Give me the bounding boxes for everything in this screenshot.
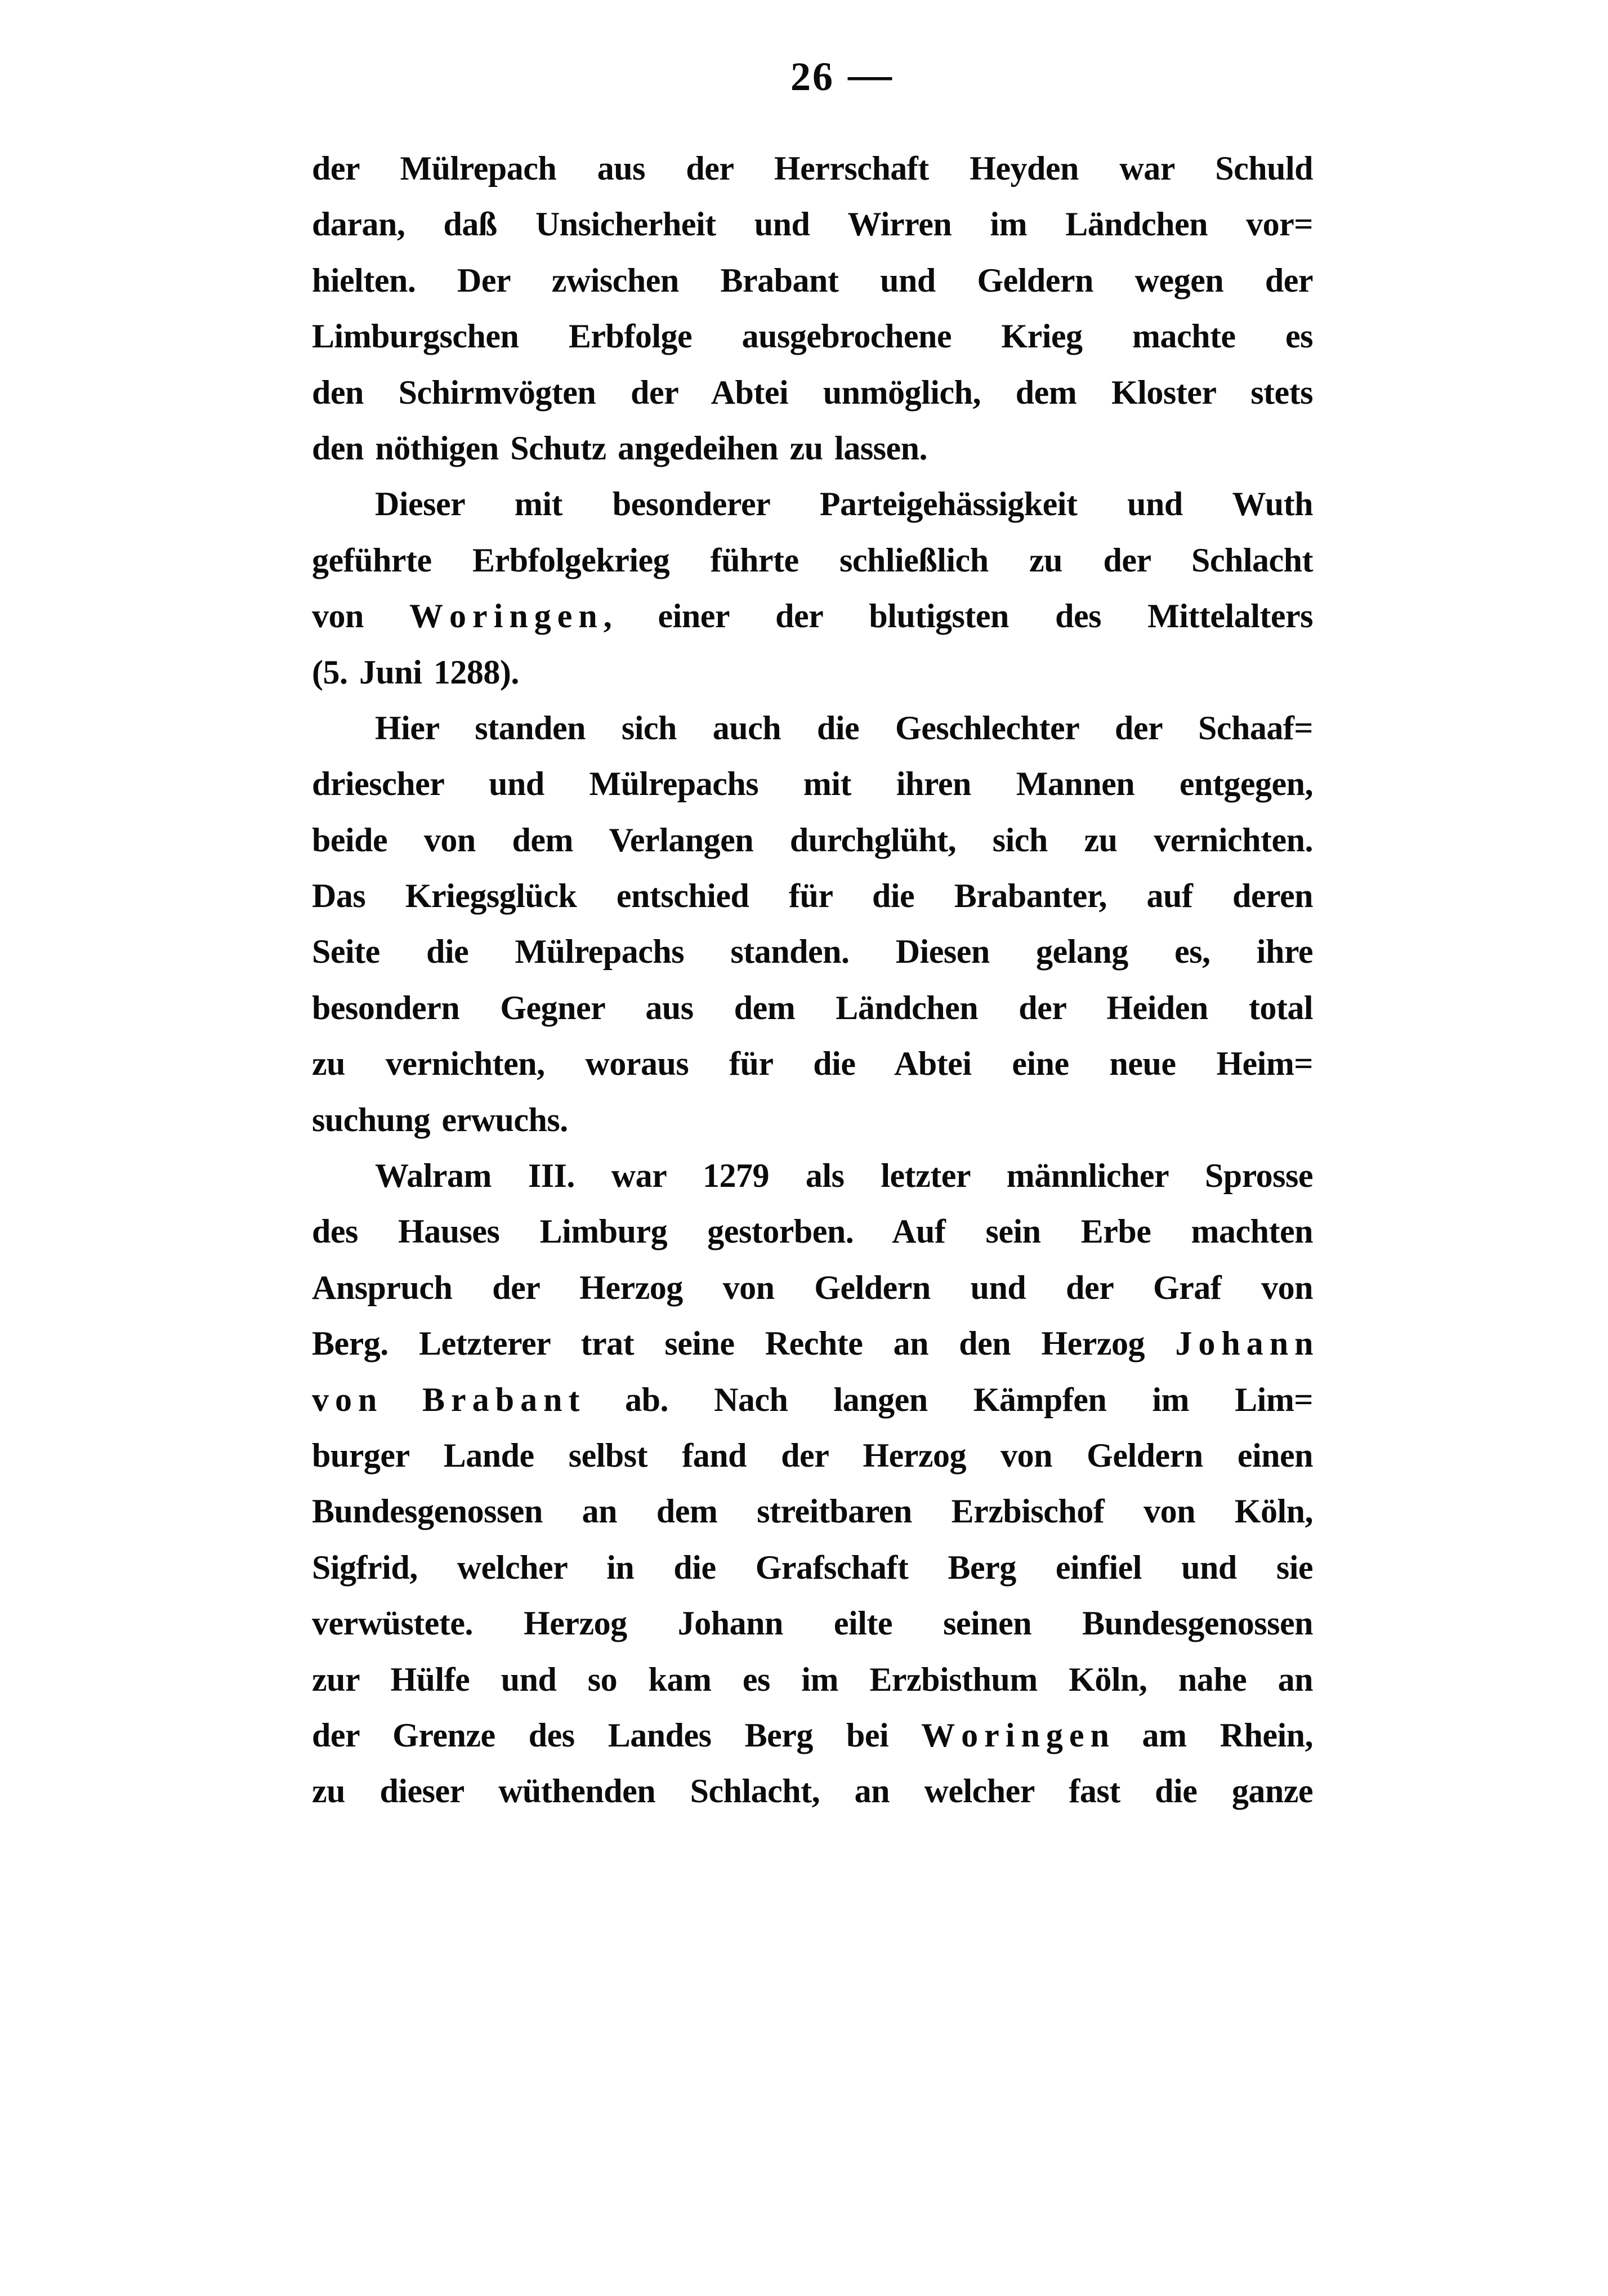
text-line: suchung erwuchs. [312, 1101, 568, 1138]
page-number-dash: — [848, 50, 892, 99]
text-line: Seite die Mülrepachs standen. Diesen gelang es, ihre [312, 933, 1313, 971]
text-line: Bundesgenossen an dem streitbaren Erzbischof von Köln, [312, 1493, 1313, 1530]
text-line: Hier standen sich auch die Geschlechter der Schaaf= [375, 709, 1313, 747]
running-head [312, 50, 1313, 113]
text-line: Dieser mit besonderer Parteigehässigkeit und Wuth [375, 485, 1313, 523]
text-line: verwüstete. Herzog Johann eilte seinen Bundesgenossen [312, 1605, 1313, 1642]
text-line: Berg. Letzterer trat seine Rechte an den Herzog J o h a n n [312, 1325, 1313, 1363]
text-line: v o n B r a b a n t ab. Nach langen Kämpfen im Lim= [312, 1381, 1313, 1418]
text-line: daran, daß Unsicherheit und Wirren im Ländchen vor= [312, 206, 1313, 243]
page-number: 26 [790, 54, 834, 99]
text-line: (5. Juni 1288). [312, 653, 519, 691]
text-line: Walram III. war 1279 als letzter männlicher Sprosse [375, 1157, 1313, 1195]
text-line: von W o r i n g e n , einer der blutigsten des Mittelalters [312, 597, 1313, 635]
text-line: Sigfrid, welcher in die Grafschaft Berg einfiel und sie [312, 1548, 1313, 1586]
text-line: zu vernichten, woraus für die Abtei eine neue Heim= [312, 1045, 1313, 1083]
text-line: zur Hülfe und so kam es im Erzbisthum Köln, nahe an [312, 1660, 1313, 1698]
text-line: der Grenze des Landes Berg bei W o r i n g e n am Rhein, [312, 1716, 1313, 1754]
text-line: der Mülrepach aus der Herrschaft Heyden war Schuld [312, 150, 1313, 187]
text-line: Das Kriegsglück entschied für die Brabanter, auf deren [312, 877, 1313, 915]
text-line: des Hauses Limburg gestorben. Auf sein Erbe machten [312, 1213, 1313, 1250]
text-line: beide von dem Verlangen durchglüht, sich zu vernichten. [312, 821, 1313, 859]
text-line: besondern Gegner aus dem Ländchen der Heiden total [312, 989, 1313, 1026]
text-line: Limburgschen Erbfolge ausgebrochene Krieg machte es [312, 318, 1313, 355]
text-line: driescher und Mülrepachs mit ihren Mannen entgegen, [312, 765, 1313, 803]
text-line: zu dieser wüthenden Schlacht, an welcher fast die ganze [312, 1772, 1313, 1810]
text-line: hielten. Der zwischen Brabant und Geldern wegen der [312, 261, 1313, 299]
body-text [312, 141, 1313, 1820]
text-line: den nöthigen Schutz angedeihen zu lassen. [312, 429, 928, 467]
text-line: geführte Erbfolgekrieg führte schließlich zu der Schlacht [312, 541, 1313, 579]
text-line: burger Lande selbst fand der Herzog von Geldern einen [312, 1436, 1313, 1474]
text-line: den Schirmvögten der Abtei unmöglich, dem Kloster stets [312, 373, 1313, 411]
text-line: Anspruch der Herzog von Geldern und der Graf von [312, 1268, 1313, 1306]
